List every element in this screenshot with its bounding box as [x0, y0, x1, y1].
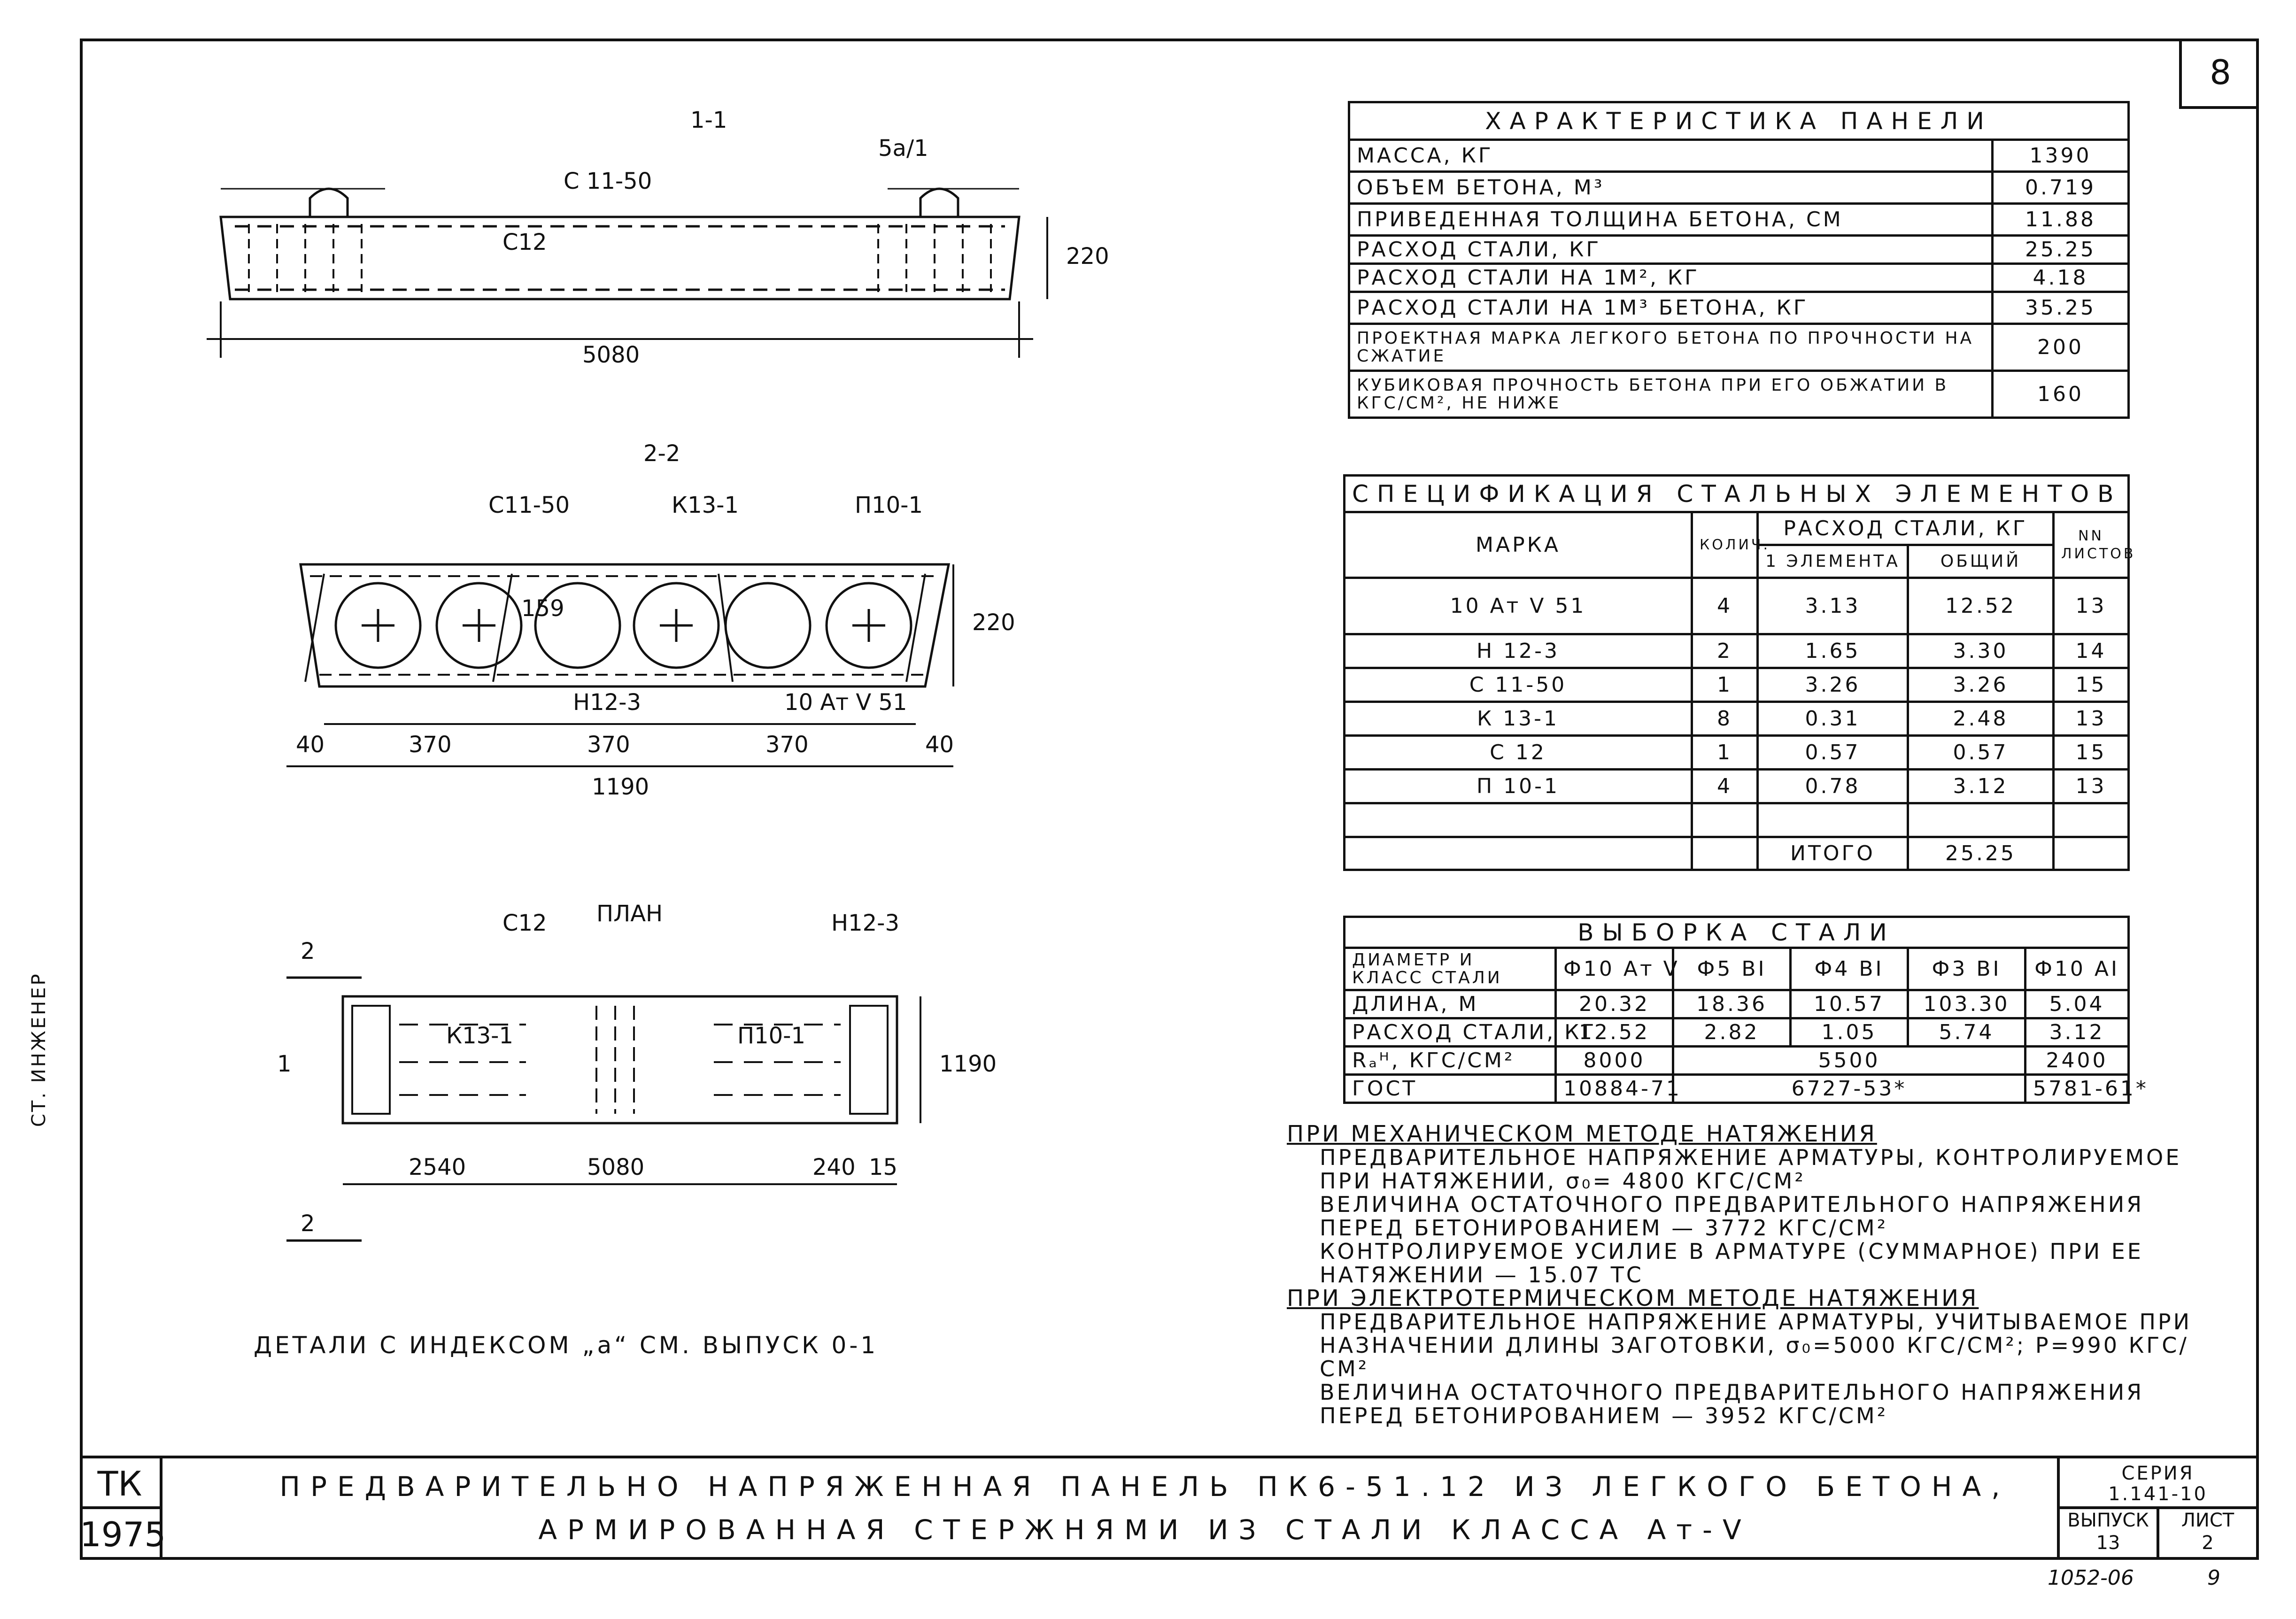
s2-dim-0: 40: [296, 732, 325, 758]
plan-cut-top: 2: [301, 938, 315, 964]
spec-row-5-mark: П 10-1: [1345, 770, 1692, 803]
plan-width: 1190: [939, 1051, 997, 1077]
char-label-3: РАСХОД СТАЛИ, КГ: [1349, 236, 1993, 264]
spec-row-2-qty: 1: [1692, 668, 1758, 702]
spec-row-5-one: 0.78: [1758, 770, 1908, 803]
notes-mechanical-1: ПРЕДВАРИТЕЛЬНОЕ НАПРЯЖЕНИЕ АРМАТУРЫ, КОНТРОЛИРУЕМОЕ ПРИ НАТЯЖЕНИИ, σ₀= 4800 КГС/СМ²: [1320, 1145, 2182, 1194]
char-label-4: РАСХОД СТАЛИ НА 1М², КГ: [1349, 264, 1993, 292]
notes-mechanical-2: ВЕЛИЧИНА ОСТАТОЧНОГО ПРЕДВАРИТЕЛЬНОГО НАПРЯЖЕНИЯ ПЕРЕД БЕТОНИРОВАНИЕМ — 3772 КГС/СМ²: [1320, 1192, 2144, 1241]
spec-row-5-total: 3.12: [1908, 770, 2054, 803]
spec-row-4-qty: 1: [1692, 736, 1758, 770]
section-1-1-length: 5080: [582, 342, 640, 368]
sheet-label: ЛИСТ: [2181, 1510, 2234, 1531]
section-1-1-callout: 5a/1: [878, 135, 928, 162]
s2-label-c11: С11-50: [488, 492, 570, 518]
lifting-loop-right: [920, 189, 958, 217]
notes-block: [1287, 1122, 2226, 1427]
spec-table: [1343, 474, 2136, 871]
char-value-6: 200: [1993, 324, 2129, 371]
s2-label-k13: К13-1: [672, 492, 739, 518]
section-1-1-bar-top: С 11-50: [564, 168, 652, 194]
spec-row-1-qty: 2: [1692, 634, 1758, 668]
spec-head-steel: РАСХОД СТАЛИ, КГ: [1758, 512, 2054, 545]
section-1-1-bar-mid: С12: [502, 229, 547, 255]
steel-mass-1: 12.52: [1556, 1018, 1673, 1047]
org-year: 1975: [80, 1515, 166, 1554]
title-block-org: [80, 1458, 166, 1560]
s2-dim-2: 370: [587, 732, 630, 758]
drawings-svg: [80, 39, 1301, 1447]
steel-length-label: ДЛИНА, М: [1345, 990, 1556, 1018]
steel-head-0: ДИАМЕТР И КЛАСС СТАЛИ: [1345, 948, 1556, 990]
char-value-4: 4.18: [1993, 264, 2129, 292]
char-value-5: 35.25: [1993, 292, 2129, 324]
drawing-title-line-2: АРМИРОВАННАЯ СТЕРЖНЯМИ ИЗ СТАЛИ КЛАССА Ат-V: [538, 1514, 1752, 1546]
spec-row-0-mark: 10 Ат V 51: [1345, 578, 1692, 634]
s2-label-p10: П10-1: [855, 492, 923, 518]
title-block: [80, 1456, 2259, 1560]
steel-length-2: 18.36: [1673, 990, 1791, 1018]
s2-label-h12: Н12-3: [573, 689, 642, 716]
drawing-title: [162, 1458, 2127, 1560]
char-label-0: МАССА, КГ: [1349, 140, 1993, 172]
series-label: СЕРИЯ: [2121, 1463, 2195, 1484]
spec-head-one: 1 ЭЛЕМЕНТА: [1758, 545, 1908, 578]
plan-cut-bottom: 2: [301, 1210, 315, 1237]
spec-head-qty: КОЛИЧ.: [1692, 512, 1758, 578]
spec-row-0-total: 12.52: [1908, 578, 2054, 634]
spec-row-3-total: 2.48: [1908, 702, 2054, 736]
page-number: 8: [2179, 39, 2259, 109]
spec-row-1-sheet: 14: [2054, 634, 2129, 668]
s2-diameter: 159: [521, 595, 564, 622]
char-label-1: ОБЪЕМ БЕТОНА, М³: [1349, 172, 1993, 204]
section-2-2-outline: [301, 564, 949, 686]
spec-total-label: ИТОГО: [1758, 837, 1908, 870]
steel-mass-2: 2.82: [1673, 1018, 1791, 1047]
char-value-0: 1390: [1993, 140, 2129, 172]
section-1-1-rebar: [235, 226, 1005, 290]
steel-head-2: Ф5 ВI: [1673, 948, 1791, 990]
plan-outline: [343, 996, 897, 1123]
s2-height: 220: [972, 609, 1015, 636]
char-label-6: ПРОЕКТНАЯ МАРКА ЛЕГКОГО БЕТОНА ПО ПРОЧНОСТИ НА СЖАТИЕ: [1349, 324, 1993, 371]
steel-table: [1343, 916, 2149, 1104]
steel-gost-label: ГОСТ: [1345, 1075, 1556, 1103]
spec-row-0-one: 3.13: [1758, 578, 1908, 634]
plan-dim-15: 15: [869, 1154, 898, 1180]
section-1-1-outline: [221, 217, 1019, 299]
spec-row-1-one: 1.65: [1758, 634, 1908, 668]
s2-dim-3: 370: [765, 732, 809, 758]
steel-head-1: Ф10 Ат V: [1556, 948, 1673, 990]
char-caption: ХАРАКТЕРИСТИКА ПАНЕЛИ: [1349, 102, 2129, 140]
s2-label-rebar: 10 Ат V 51: [784, 689, 907, 716]
footer-code: 1052-06: [2048, 1566, 2134, 1590]
plan-cut-left: 1: [277, 1051, 292, 1077]
s2-dim-1: 370: [409, 732, 452, 758]
plan-dim-240: 240: [812, 1154, 856, 1180]
steel-head-3: Ф4 ВI: [1791, 948, 1908, 990]
spec-caption: СПЕЦИФИКАЦИЯ СТАЛЬНЫХ ЭЛЕМЕНТОВ: [1345, 476, 2129, 512]
spec-row-5-qty: 4: [1692, 770, 1758, 803]
notes-electro-2: ВЕЛИЧИНА ОСТАТОЧНОГО ПРЕДВАРИТЕЛЬНОГО НАПРЯЖЕНИЯ ПЕРЕД БЕТОНИРОВАНИЕМ — 3952 КГС/СМ²: [1320, 1380, 2144, 1428]
characteristics-table: [1348, 101, 2130, 419]
plan-label-h12: Н12-3: [831, 910, 900, 936]
section-1-1-title: 1-1: [690, 107, 727, 133]
spec-row-3-mark: К 13-1: [1345, 702, 1692, 736]
spec-row-4-one: 0.57: [1758, 736, 1908, 770]
notes-electro-1: ПРЕДВАРИТЕЛЬНОЕ НАПРЯЖЕНИЕ АРМАТУРЫ, УЧИТЫВАЕМОЕ ПРИ НАЗНАЧЕНИИ ДЛИНЫ ЗАГОТОВКИ, σ₀=5000 КГС/СМ²; Р=990 КГС/СМ²: [1320, 1309, 2192, 1381]
spec-row-0-sheet: 13: [2054, 578, 2129, 634]
spec-head-total: ОБЩИЙ: [1908, 545, 2054, 578]
spec-row-3-one: 0.31: [1758, 702, 1908, 736]
notes-mechanical-heading: ПРИ МЕХАНИЧЕСКОМ МЕТОДЕ НАТЯЖЕНИЯ: [1287, 1121, 1877, 1147]
spec-row-1-mark: Н 12-3: [1345, 634, 1692, 668]
spec-row-2-mark: С 11-50: [1345, 668, 1692, 702]
spec-head-sheets: NN ЛИСТОВ: [2054, 512, 2129, 578]
char-value-2: 11.88: [1993, 204, 2129, 236]
plan-label-c12: С12: [502, 910, 547, 936]
char-value-1: 0.719: [1993, 172, 2129, 204]
spec-row-2-sheet: 15: [2054, 668, 2129, 702]
plan-label-k13: К13-1: [446, 1023, 514, 1049]
section-1-1-height: 220: [1066, 243, 1109, 270]
plan-title: ПЛАН: [596, 901, 663, 927]
side-note: СТ. ИНЖЕНЕР: [28, 972, 50, 1127]
steel-rn-1: 8000: [1556, 1047, 1673, 1075]
steel-length-4: 103.30: [1908, 990, 2025, 1018]
steel-gost-1: 10884-71: [1556, 1075, 1673, 1103]
footer-number: 9: [2207, 1566, 2220, 1590]
spec-row-3-sheet: 13: [2054, 702, 2129, 736]
steel-head-5: Ф10 АI: [2025, 948, 2129, 990]
steel-length-3: 10.57: [1791, 990, 1908, 1018]
plan-dim-2540: 2540: [409, 1154, 466, 1180]
spec-row-4-total: 0.57: [1908, 736, 2054, 770]
spec-row-4-mark: С 12: [1345, 736, 1692, 770]
drawing-title-line-1: ПРЕДВАРИТЕЛЬНО НАПРЯЖЕННАЯ ПАНЕЛЬ ПК6-51.12 ИЗ ЛЕГКОГО БЕТОНА,: [279, 1471, 2010, 1503]
plan-dim-5080: 5080: [587, 1154, 645, 1180]
steel-rn-3: 2400: [2025, 1047, 2129, 1075]
issue-label: ВЫПУСК: [2067, 1510, 2149, 1531]
steel-mass-3: 1.05: [1791, 1018, 1908, 1047]
lifting-loop-left: [310, 189, 348, 217]
section-2-2-title: 2-2: [643, 440, 680, 467]
org-code: ТК: [80, 1458, 160, 1509]
sheet-value: 2: [2202, 1532, 2214, 1554]
steel-mass-label: РАСХОД СТАЛИ, КГ: [1345, 1018, 1556, 1047]
spec-row-3-qty: 8: [1692, 702, 1758, 736]
steel-gost-3: 5781-61*: [2025, 1075, 2129, 1103]
spec-row-0-qty: 4: [1692, 578, 1758, 634]
steel-caption: ВЫБОРКА СТАЛИ: [1345, 917, 2129, 948]
issue-value: 13: [2096, 1532, 2120, 1554]
char-value-7: 160: [1993, 371, 2129, 418]
s2-total: 1190: [592, 774, 649, 800]
steel-head-4: Ф3 ВI: [1908, 948, 2025, 990]
char-label-2: ПРИВЕДЕННАЯ ТОЛЩИНА БЕТОНА, СМ: [1349, 204, 1993, 236]
details-note: ДЕТАЛИ С ИНДЕКСОМ „а“ СМ. ВЫПУСК 0-1: [254, 1332, 879, 1359]
spec-row-4-sheet: 15: [2054, 736, 2129, 770]
series-value: 1.141-10: [2108, 1483, 2208, 1505]
steel-length-1: 20.32: [1556, 990, 1673, 1018]
char-label-7: КУБИКОВАЯ ПРОЧНОСТЬ БЕТОНА ПРИ ЕГО ОБЖАТИИ В КГС/СМ², НЕ НИЖЕ: [1349, 371, 1993, 418]
spec-head-mark: МАРКА: [1345, 512, 1692, 578]
steel-gost-2: 6727-53*: [1673, 1075, 2025, 1103]
steel-mass-5: 3.12: [2025, 1018, 2129, 1047]
notes-electro-heading: ПРИ ЭЛЕКТРОТЕРМИЧЕСКОМ МЕТОДЕ НАТЯЖЕНИЯ: [1287, 1285, 1979, 1311]
spec-total-value: 25.25: [1908, 837, 2054, 870]
spec-row-2-one: 3.26: [1758, 668, 1908, 702]
notes-mechanical-3: КОНТРОЛИРУЕМОЕ УСИЛИЕ В АРМАТУРЕ (СУММАРНОЕ) ПРИ ЕЕ НАТЯЖЕНИИ — 15.07 ТС: [1320, 1239, 2143, 1287]
plan-label-p10: П10-1: [737, 1023, 806, 1049]
spec-row-1-total: 3.30: [1908, 634, 2054, 668]
char-value-3: 25.25: [1993, 236, 2129, 264]
steel-length-5: 5.04: [2025, 990, 2129, 1018]
s2-dim-4: 40: [925, 732, 954, 758]
steel-rn-2: 5500: [1673, 1047, 2025, 1075]
char-label-5: РАСХОД СТАЛИ НА 1М³ БЕТОНА, КГ: [1349, 292, 1993, 324]
steel-mass-4: 5.74: [1908, 1018, 2025, 1047]
spec-row-5-sheet: 13: [2054, 770, 2129, 803]
steel-rn-label: Rₐᴴ, КГС/СМ²: [1345, 1047, 1556, 1075]
spec-row-2-total: 3.26: [1908, 668, 2054, 702]
title-block-series: [2057, 1458, 2256, 1560]
